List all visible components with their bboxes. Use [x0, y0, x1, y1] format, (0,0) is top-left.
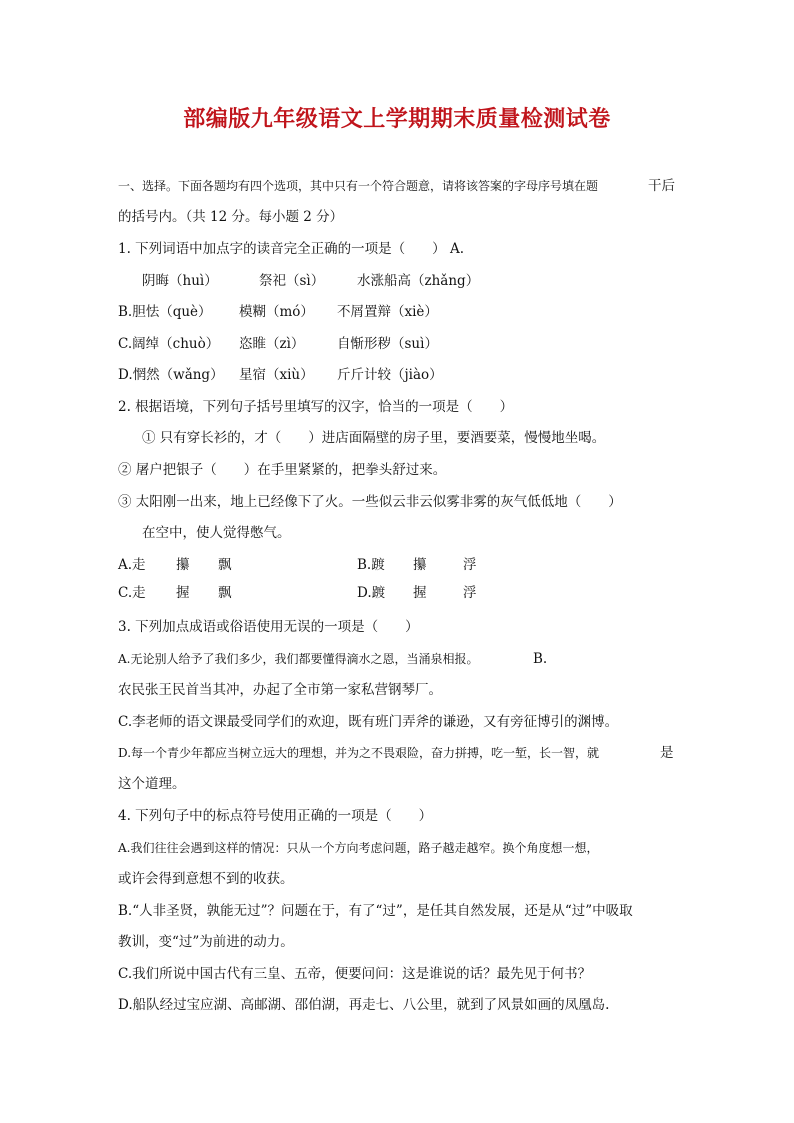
q1-option-c-word-2: 恣睢（zì）: [239, 336, 305, 352]
q2-option-d-2: 握: [413, 585, 427, 601]
q1-option-c-word-3: 自惭形秽（suì）: [337, 336, 438, 352]
q1-option-d-word-2: 星宿（xiù）: [239, 367, 314, 383]
q4-option-b: B.“人非圣贤，孰能无过”？问题在于，有了“过”，是任其自然发展，还是从“过”中吸取: [118, 903, 633, 919]
q2-option-b-2: 攥: [413, 557, 427, 573]
question-4-stem: 4. 下列句子中的标点符号使用正确的一项是（ ）: [118, 808, 433, 824]
q1-option-d-word-1: D.惘然（wǎng）: [118, 367, 224, 383]
section-heading-line2: 的括号内。（共 12 分。每小题 2 分）: [118, 209, 344, 225]
q1-option-d-word-3: 斤斤计较（jiào）: [337, 367, 443, 383]
q3-option-b-label: B.: [533, 651, 548, 667]
q4-option-a-cont: 或许会得到意想不到的收获。: [118, 871, 294, 887]
q2-option-a-1: A.走: [118, 557, 146, 573]
q2-sentence-3-cont: 在空中，使人觉得憋气。: [142, 525, 291, 541]
q2-sentence-2: ② 屠户把银子（ ）在手里紧紧的，把拳头舒过来。: [118, 462, 447, 478]
q2-option-c-1: C.走: [118, 585, 146, 601]
q1-option-a-word-1: 阴晦（huì）: [142, 273, 218, 289]
section-heading: 一、选择。下面各题均有四个选项，其中只有一个符合题意，请将该答案的字母序号填在题: [118, 179, 599, 193]
q2-option-d-3: 浮: [463, 585, 477, 601]
q1-option-a-word-2: 祭祀（sì）: [259, 273, 325, 289]
q1-option-b-word-2: 模糊（mó）: [239, 304, 314, 320]
q3-option-c: C.李老师的语文课最受同学们的欢迎，既有班门弄斧的谦逊，又有旁征博引的渊博。: [118, 714, 619, 730]
question-1-stem: 1. 下列词语中加点字的读音完全正确的一项是（ ） A.: [118, 241, 465, 257]
q2-option-a-3: 飘: [218, 557, 232, 573]
q1-option-b-word-1: B.胆怯（què）: [118, 304, 212, 320]
q4-option-d: D.船队经过宝应湖、高邮湖、邵伯湖，再走七、八公里，就到了风景如画的凤凰岛.: [118, 997, 610, 1013]
q2-option-a-2: 攥: [176, 557, 190, 573]
q2-option-c-3: 飘: [218, 585, 232, 601]
q2-sentence-1: ① 只有穿长衫的，才（ ）进店面隔壁的房子里，要酒要菜，慢慢地坐喝。: [142, 430, 606, 446]
q2-option-c-2: 握: [176, 585, 190, 601]
q2-option-d-1: D.踱: [357, 585, 386, 601]
q2-option-b-1: B.踱: [357, 557, 385, 573]
q2-sentence-3: ③ 太阳刚一出来，地上已经像下了火。一些似云非云似雾非雾的灰气低低地（ ）: [118, 494, 622, 510]
q4-option-b-cont: 教训，变“过”为前进的动力。: [118, 934, 294, 950]
q3-option-d-cont: 这个道理。: [118, 776, 186, 792]
section-heading-tail: 干后: [648, 178, 675, 194]
q3-option-d: D.每一个青少年都应当树立远大的理想，并为之不畏艰险，奋力拼搏，吃一堑，长一智，就: [118, 746, 600, 760]
q1-option-c-word-1: C.阔绰（chuò）: [118, 336, 220, 352]
q4-option-a: A.我们往往会遇到这样的情况：只从一个方向考虑问题，路子越走越窄。换个角度想一想，: [118, 841, 599, 855]
q3-option-d-tail: 是: [660, 745, 674, 761]
q3-option-b: 农民张王民首当其冲，办起了全市第一家私营钢琴厂。: [118, 682, 442, 698]
q3-option-a: A.无论别人给予了我们多少，我们都要懂得滴水之恩，当涌泉相报。: [118, 652, 479, 666]
q1-option-b-word-3: 不屑置辩（xiè）: [337, 304, 438, 320]
q1-option-a-word-3: 水涨船高（zhǎng）: [357, 273, 480, 289]
q4-option-c: C.我们所说中国古代有三皇、五帝，便要问问：这是谁说的话？最先见于何书？: [118, 966, 592, 982]
q2-option-b-3: 浮: [463, 557, 477, 573]
question-3-stem: 3. 下列加点成语或俗语使用无误的一项是（ ）: [118, 619, 419, 635]
question-2-stem: 2. 根据语境，下列句子括号里填写的汉字，恰当的一项是（ ）: [118, 399, 514, 415]
page-title: 部编版九年级语文上学期期末质量检测试卷: [183, 107, 611, 132]
